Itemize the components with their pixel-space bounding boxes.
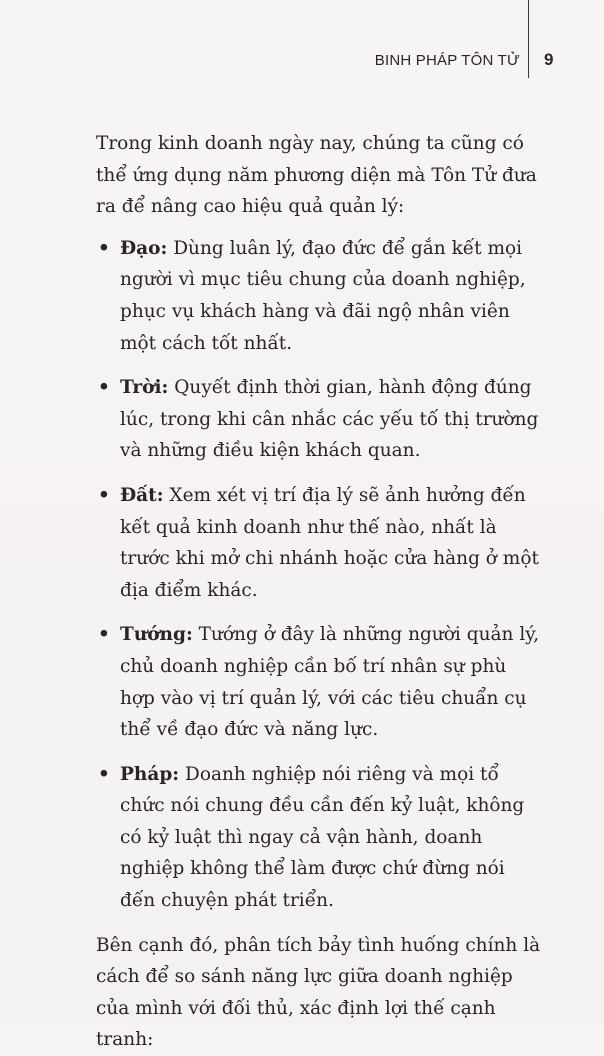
closing-paragraph: Bên cạnh đó, phân tích bảy tình huống chính là cách để so sánh năng lực giữa doanh nghiệp của mình với đối thủ, xác định lợi thế cạnh tranh:: [96, 934, 541, 1051]
list-item: [96, 480, 542, 606]
header-divider: [528, 0, 529, 78]
bullet-dot-icon: •: [98, 624, 110, 646]
list-item: [96, 233, 542, 359]
list-item-text: Xem xét vị trí địa lý sẽ ảnh hưởng đến kết quả kinh doanh như thế nào, nhất là trước khi mở chi nhánh hoặc cửa hàng ở một địa điểm khác.: [120, 484, 539, 601]
list-item-text: Tướng ở đây là những người quản lý, chủ doanh nghiệp cần bố trí nhân sự phù hợp vào vị trí quản lý, với các tiêu chuẩn cụ thể về đạo đức và năng lực.: [120, 624, 540, 741]
list-item: [96, 619, 542, 745]
bleed-through-texture: [300, 60, 305, 80]
five-aspects-list: [96, 233, 542, 917]
list-item-text: Doanh nghiệp nói riêng và mọi tổ chức nói chung đều cần đến kỷ luật, không có kỷ luật thì ngay cả vận hành, doanh nghiệp không thể làm được chứ đừng nói đến chuyện phát triển.: [120, 763, 525, 912]
list-item-term: Trời:: [120, 377, 169, 399]
bullet-dot-icon: •: [98, 377, 110, 399]
body-text: [96, 128, 542, 1056]
page-number: 9: [544, 50, 554, 69]
list-item-term: Tướng:: [120, 624, 193, 646]
list-item-term: Đạo:: [120, 237, 168, 259]
running-title: BINH PHÁP TÔN TỬ: [374, 52, 520, 69]
list-item-term: Pháp:: [120, 763, 180, 785]
list-item-text: Quyết định thời gian, hành động đúng lúc, trong khi cân nhắc các yếu tố thị trường và những điều kiện khách quan.: [120, 377, 539, 462]
list-item: [96, 372, 542, 467]
intro-paragraph: Trong kinh doanh ngày nay, chúng ta cũng có thể ứng dụng năm phương diện mà Tôn Tử đưa ra để nâng cao hiệu quả quản lý:: [96, 133, 537, 218]
list-item-term: Đất:: [120, 484, 164, 506]
bullet-dot-icon: •: [98, 484, 110, 506]
list-item: [96, 759, 542, 917]
bullet-dot-icon: •: [98, 763, 110, 785]
bullet-dot-icon: •: [98, 237, 110, 259]
list-item-text: Dùng luân lý, đạo đức để gắn kết mọi người vì mục tiêu chung của doanh nghiệp, phục vụ khách hàng và đãi ngộ nhân viên một cách tốt nhất.: [120, 237, 526, 354]
